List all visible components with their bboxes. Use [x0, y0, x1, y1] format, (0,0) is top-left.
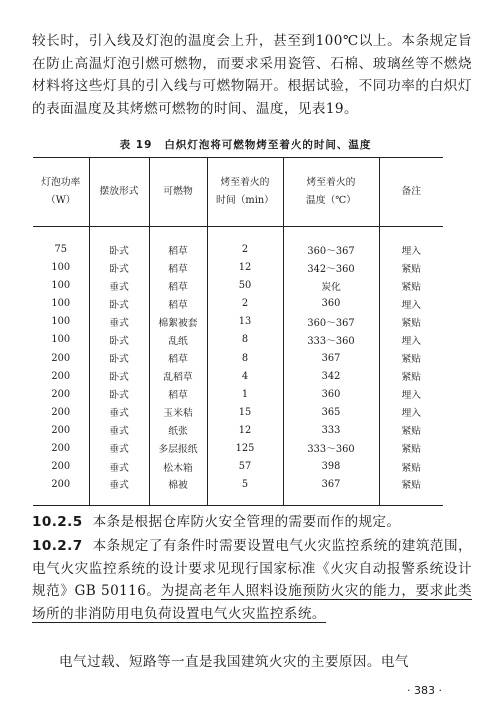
- cell-remark: 紧贴: [379, 421, 443, 439]
- table-row: [33, 476, 443, 506]
- cell-placement: 垂式: [89, 476, 149, 506]
- cell-time: 12: [207, 421, 283, 439]
- header-placement: 摆放形式: [89, 158, 149, 227]
- cell-power: 200: [33, 476, 89, 506]
- cell-material: 稻草: [149, 295, 207, 313]
- cell-temp: 367: [283, 349, 379, 367]
- cell-placement: 垂式: [89, 421, 149, 439]
- table-row: [33, 403, 443, 421]
- cell-temp: 333: [283, 421, 379, 439]
- cell-time: 1: [207, 385, 283, 403]
- cell-remark: 紧贴: [379, 259, 443, 277]
- cell-time: 57: [207, 458, 283, 476]
- cell-material: 玉米秸: [149, 403, 207, 421]
- header-temp-line2: 温度（℃）: [305, 195, 357, 206]
- cell-power: 75: [54, 244, 67, 256]
- header-time-line1: 烤至着火的: [220, 177, 270, 188]
- section-10-2-7-number: 10.2.7: [32, 538, 83, 554]
- data-table: [33, 157, 443, 506]
- header-temp: [283, 158, 379, 227]
- cell-placement: 卧式: [89, 227, 149, 259]
- cell-placement: 卧式: [89, 331, 149, 349]
- cell-temp: 360～367: [283, 227, 379, 259]
- table-row: [33, 458, 443, 476]
- cell-remark: 埋入: [379, 385, 443, 403]
- cell-remark: 埋入: [379, 295, 443, 313]
- cell-temp: 360～367: [283, 313, 379, 331]
- header-time: [207, 158, 283, 227]
- cell-material: 乱稻草: [149, 367, 207, 385]
- cell-material: 稻草: [149, 277, 207, 295]
- cell-power: 200: [51, 442, 71, 454]
- cell-time: 5: [207, 476, 283, 506]
- cell-temp: 398: [283, 458, 379, 476]
- table-row: [33, 367, 443, 385]
- cell-time: 8: [207, 349, 283, 367]
- cell-temp: 360: [283, 385, 379, 403]
- section-10-2-7-text: 本条规定了有条件时需要设置电气火灾监控系统的建筑范围，电气火灾监控系统的设计要求见现行国家标准《火灾自动报警系统设计规范》GB 50116。: [32, 538, 472, 599]
- table-row: [33, 421, 443, 439]
- cell-placement: 垂式: [89, 458, 149, 476]
- header-remark: 备注: [379, 158, 443, 227]
- cell-material: 多层报纸: [149, 439, 207, 457]
- cell-remark: 紧贴: [379, 439, 443, 457]
- header-material: 可燃物: [149, 158, 207, 227]
- cell-remark: 紧贴: [379, 313, 443, 331]
- header-power-line1: 灯泡功率: [41, 177, 81, 188]
- cell-temp: 342: [283, 367, 379, 385]
- table-row: [33, 227, 443, 259]
- cell-remark: 紧贴: [379, 476, 443, 506]
- cell-power: 100: [51, 316, 71, 328]
- cell-time: 12: [207, 259, 283, 277]
- cell-temp: 365: [283, 403, 379, 421]
- cell-temp: 333～360: [283, 439, 379, 457]
- cell-temp: 367: [283, 476, 379, 506]
- cell-time: 4: [207, 367, 283, 385]
- cell-power: 200: [51, 352, 71, 364]
- cell-power: 100: [51, 298, 71, 310]
- cell-time: 125: [207, 439, 283, 457]
- section-10-2-5-text: 本条是根据仓库防火安全管理的需要而作的规定。: [92, 514, 401, 530]
- table-row: [33, 259, 443, 277]
- cell-material: 乱纸: [149, 331, 207, 349]
- table-row: [33, 295, 443, 313]
- cell-remark: 紧贴: [379, 349, 443, 367]
- cell-time: 50: [207, 277, 283, 295]
- cell-remark: 紧贴: [379, 277, 443, 295]
- header-time-line2: 时间（min）: [216, 195, 274, 206]
- cell-remark: 紧贴: [379, 458, 443, 476]
- table-header-row: [33, 158, 443, 227]
- cell-placement: 垂式: [89, 403, 149, 421]
- intro-paragraph: 较长时，引入线及灯泡的温度会上升，甚至到100℃以上。本条规定旨在防止高温灯泡引燃可燃物，而要求采用瓷管、石棉、玻璃丝等不燃烧材料将这些灯具的引入线与可燃物隔开。根据试验，不同功率的白炽灯的表面温度及其烤燃可燃物的时间、温度，见表19。: [32, 33, 472, 117]
- cell-placement: 垂式: [89, 439, 149, 457]
- cell-power: 100: [51, 262, 71, 274]
- cell-power: 200: [51, 461, 71, 473]
- cell-power: 200: [51, 424, 71, 436]
- table-row: [33, 385, 443, 403]
- cell-material: 稻草: [149, 227, 207, 259]
- cell-temp: 333～360: [283, 331, 379, 349]
- cell-material: 纸张: [149, 421, 207, 439]
- cell-placement: 卧式: [89, 259, 149, 277]
- header-temp-line1: 烤至着火的: [306, 177, 356, 188]
- cell-temp: 342～360: [283, 259, 379, 277]
- cell-temp: 360: [283, 295, 379, 313]
- cell-power: 200: [51, 406, 71, 418]
- cell-material: 稻草: [149, 259, 207, 277]
- table-caption: [0, 137, 491, 152]
- cell-material: 棉絮被套: [149, 313, 207, 331]
- cell-material: 棉被: [149, 476, 207, 506]
- page-number: · 383 ·: [407, 684, 442, 697]
- table-row: [33, 349, 443, 367]
- cell-time: 13: [207, 313, 283, 331]
- cell-placement: 卧式: [89, 367, 149, 385]
- cell-time: 15: [207, 403, 283, 421]
- cell-power: 200: [51, 388, 71, 400]
- table-row: [33, 277, 443, 295]
- section-10-2-7: [32, 535, 472, 625]
- table-row: [33, 331, 443, 349]
- cell-material: 松木箱: [149, 458, 207, 476]
- cell-remark: 埋入: [379, 403, 443, 421]
- cell-power: 200: [51, 370, 71, 382]
- cell-placement: 垂式: [89, 277, 149, 295]
- cell-placement: 卧式: [89, 385, 149, 403]
- cell-remark: 埋入: [379, 331, 443, 349]
- cell-time: 8: [207, 331, 283, 349]
- cell-remark: 紧贴: [379, 367, 443, 385]
- header-power-line2: （W）: [45, 195, 76, 206]
- table-row: [33, 439, 443, 457]
- table-caption-title: 白炽灯泡将可燃物烤至着火的时间、温度: [164, 139, 372, 151]
- cell-temp: 炭化: [283, 277, 379, 295]
- table-caption-number: 表 19: [119, 139, 153, 151]
- closing-paragraph: 电气过载、短路等一直是我国建筑火灾的主要原因。电气: [59, 654, 409, 670]
- cell-placement: 卧式: [89, 295, 149, 313]
- section-10-2-5: [32, 511, 472, 534]
- table-row: [33, 313, 443, 331]
- cell-time: 2: [207, 227, 283, 259]
- section-10-2-5-number: 10.2.5: [32, 514, 83, 530]
- cell-time: 2: [207, 295, 283, 313]
- cell-placement: 垂式: [89, 313, 149, 331]
- section-10-2-7-underlined-text: 为提高老年人照料设施预防火灾的能力，要求此类场所的非消防用电负荷设置电气火灾监控系统。: [32, 583, 472, 622]
- cell-remark: 埋入: [379, 227, 443, 259]
- cell-material: 稻草: [149, 349, 207, 367]
- cell-material: 稻草: [149, 385, 207, 403]
- cell-power: 100: [51, 334, 71, 346]
- header-power: [33, 158, 89, 227]
- cell-placement: 卧式: [89, 349, 149, 367]
- cell-power: 100: [51, 280, 71, 292]
